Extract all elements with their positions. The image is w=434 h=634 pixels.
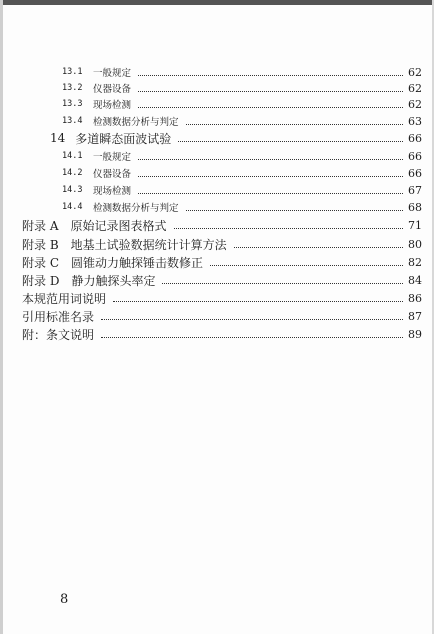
- toc-entry-page: 89: [408, 327, 422, 341]
- toc-entry-14-4: [0, 197, 434, 217]
- toc-entry-title: 地基土试验数据统计计算方法: [70, 237, 227, 252]
- toc-entry-appendix-c: [0, 252, 434, 272]
- toc-entry-terms-explanation: [0, 288, 434, 308]
- dot-leader: [138, 159, 403, 160]
- dot-leader: [186, 210, 403, 211]
- toc-entry-page: 62: [408, 65, 422, 79]
- toc-entry-page: 87: [408, 309, 422, 323]
- toc-entry-page: 82: [408, 255, 422, 269]
- toc-entry-page: 66: [408, 131, 422, 145]
- toc-entry-cited-standards: [0, 306, 434, 326]
- toc-entry-14: [0, 128, 434, 148]
- dot-leader: [186, 124, 403, 125]
- toc-entry-appendix-d: [0, 270, 434, 290]
- toc-entry-number: 13.2: [62, 83, 83, 93]
- dot-leader: [234, 247, 403, 248]
- toc-entry-title: 静力触探头率定: [71, 273, 156, 288]
- toc-entry-number: 附录 B: [22, 237, 59, 252]
- toc-entry-page: 62: [408, 97, 422, 111]
- toc-entry-appendix-b: [0, 234, 434, 254]
- toc-entry-number: 13.3: [62, 99, 83, 109]
- toc-entry-title: 仪器设备: [93, 169, 132, 180]
- toc-entry-title: 现场检测: [93, 186, 132, 197]
- dot-leader: [174, 228, 404, 229]
- toc-entry-number: 14.1: [62, 151, 83, 161]
- toc-entry-title: 仪器设备: [93, 84, 132, 95]
- dot-leader: [138, 176, 403, 177]
- dot-leader: [138, 91, 403, 92]
- toc-entry-number: 13.4: [62, 116, 83, 126]
- toc-entry-title: 原始记录图表格式: [70, 218, 167, 233]
- toc-entry-title: 圆锥动力触探锤击数修正: [71, 255, 204, 270]
- toc-entry-number: 14.3: [62, 185, 83, 195]
- toc-entry-page: 86: [408, 291, 422, 305]
- toc-entry-title: 一般规定: [93, 152, 132, 163]
- toc-entry-number: 附录 C: [22, 255, 59, 270]
- toc-entry-number: 14.4: [62, 202, 83, 212]
- toc-entry-page: 66: [408, 149, 422, 163]
- toc-entry-number: 14.2: [62, 168, 83, 178]
- dot-leader: [113, 301, 403, 302]
- toc-entry-page: 84: [408, 273, 422, 287]
- toc-entry-title: 附：条文说明: [22, 327, 95, 342]
- dot-leader: [210, 265, 403, 266]
- dot-leader: [138, 193, 403, 194]
- dot-leader: [138, 107, 403, 108]
- toc-entry-number: 14: [50, 131, 66, 145]
- dot-leader: [138, 75, 403, 76]
- toc-entry-title: 本规范用词说明: [22, 291, 107, 306]
- toc-entry-title: 一般规定: [93, 68, 132, 79]
- dot-leader: [101, 319, 403, 320]
- toc-entry-page: 67: [408, 183, 422, 197]
- dot-leader: [178, 141, 403, 142]
- toc-entry-appendix-a: [0, 215, 434, 235]
- toc-entry-page: 71: [408, 218, 422, 232]
- toc-entry-number: 附录 A: [22, 218, 59, 233]
- toc-entry-page: 62: [408, 81, 422, 95]
- toc-entry-title: 现场检测: [93, 100, 132, 111]
- toc-entry-page: 63: [408, 114, 422, 128]
- toc-entry-title: 检测数据分析与判定: [93, 117, 179, 128]
- toc-entry-title: 引用标准名录: [22, 309, 95, 324]
- page-number: 8: [60, 592, 69, 607]
- toc-entry-title: 检测数据分析与判定: [93, 203, 179, 214]
- toc-entry-title: 多道瞬态面波试验: [75, 131, 172, 146]
- dot-leader: [162, 283, 403, 284]
- toc-entry-number: 13.1: [62, 67, 83, 77]
- toc-entry-clause-notes: [0, 324, 434, 344]
- toc-entry-page: 66: [408, 166, 422, 180]
- toc-entry-page: 80: [408, 237, 422, 251]
- toc-entry-number: 附录 D: [22, 273, 60, 288]
- toc-entry-page: 68: [408, 200, 422, 214]
- dot-leader: [101, 337, 403, 338]
